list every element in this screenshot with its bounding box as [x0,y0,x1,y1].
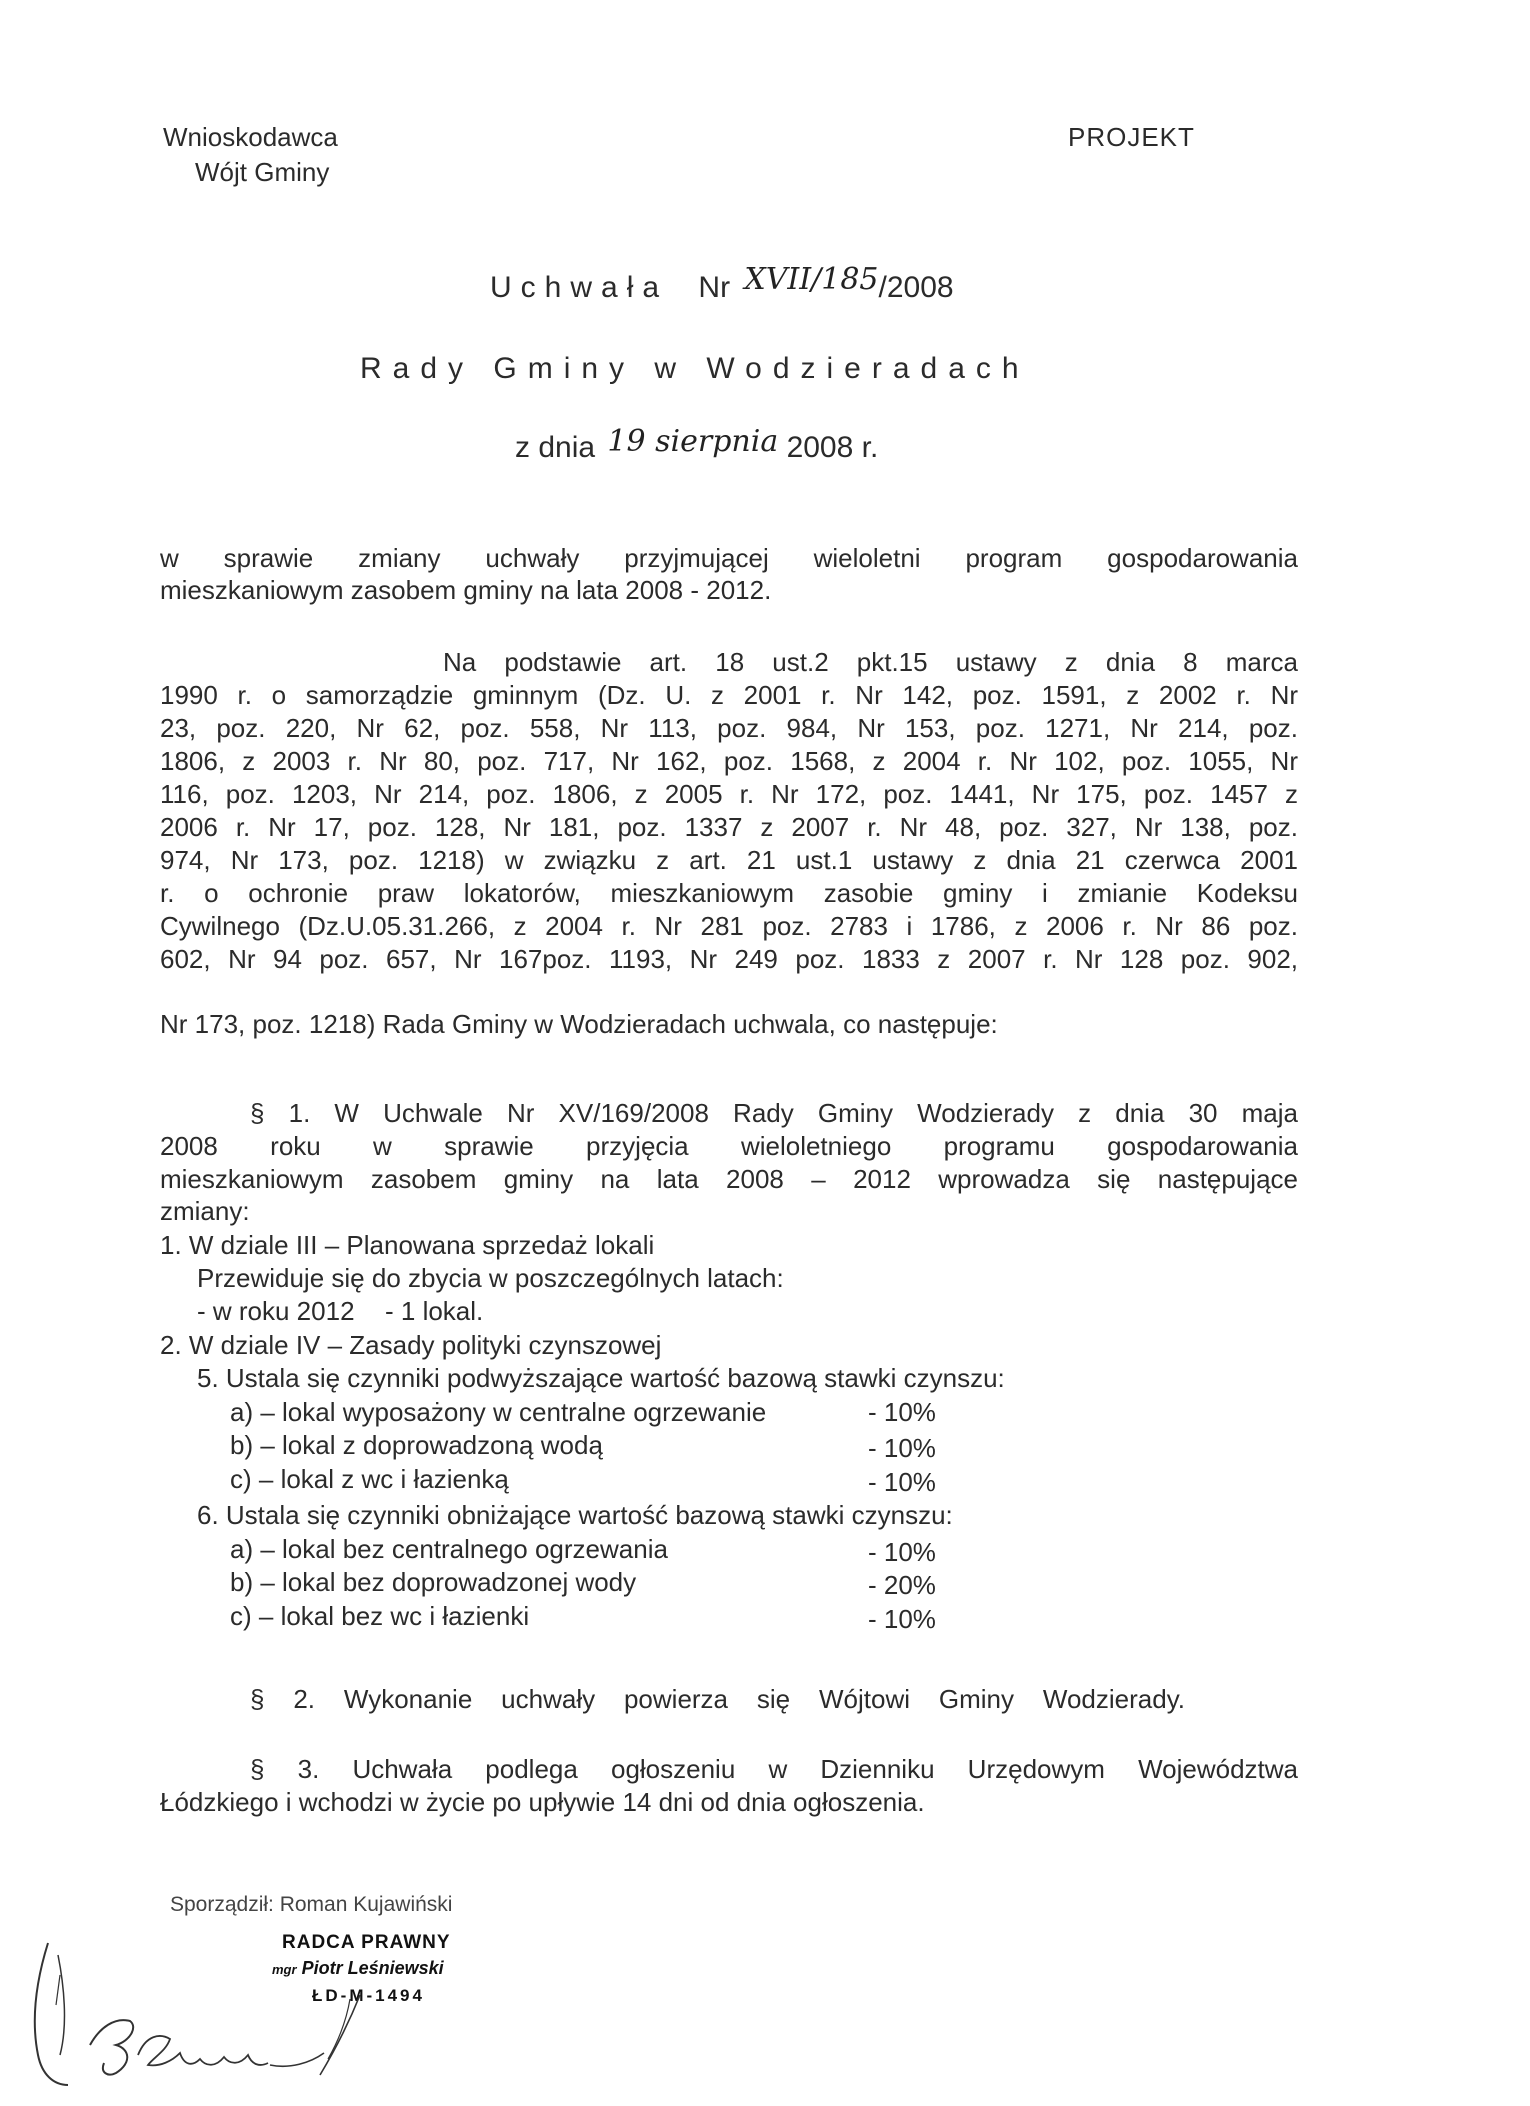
prepared-by: Sporządził: Roman Kujawiński [170,1893,453,1916]
resolution-number-handwritten: XVII/185 [744,262,879,297]
applicant-label: Wnioskodawca [163,122,338,152]
par1-line: zmiany: [160,1196,250,1226]
resolution-nr-prefix: Nr [698,271,731,304]
raising-factor-label: c) – lokal z wc i łazienką [230,1464,509,1494]
applicant-name: Wójt Gminy [195,157,330,187]
lowering-factor-label: a) – lokal bez centralnego ogrzewania [230,1534,668,1564]
par3 [250,1753,1298,1786]
lowering-factor-value: - 10% [868,1537,936,1567]
par1-first [250,1097,1298,1130]
stamp-name: Piotr Leśniewski [301,1958,444,1978]
legal-basis-line: r. o ochronie praw lokatorów, mieszkaniowym zasobie gminy i zmianie Kodeksu [160,878,1298,908]
point-6: 6. Ustala się czynniki obniżające wartość bazową stawki czynszu: [197,1500,953,1530]
legal-basis [160,679,1298,976]
par1-line: 2008 roku w sprawie przyjęcia wieloletniego programu gospodarowania [160,1131,1298,1161]
resolution-title-line [490,262,954,305]
resolution-year: /2008 [878,271,954,304]
council-name: Rady Gminy w Wodzieradach [360,352,1030,385]
date-handwritten: 19 sierpnia [607,424,779,459]
par2 [250,1683,1185,1716]
legal-basis-line: 974, Nr 173, poz. 1218) w związku z art. 21 ust.1 ustawy z dnia 21 czerwca 2001 [160,845,1298,875]
change-item-2: 2. W dziale IV – Zasady polityki czynszowej [160,1330,662,1360]
legal-basis-line: 1990 r. o samorządzie gminnym (Dz. U. z 2001 r. Nr 142, poz. 1591, z 2002 r. Nr [160,680,1298,710]
change-item-1-count: - 1 lokal. [385,1296,484,1326]
raising-factor-value: - 10% [868,1433,936,1463]
raising-factor-value: - 10% [868,1397,936,1427]
par3-line: § 3. Uchwała podlega ogłoszeniu w Dzienniku Urzędowym Województwa [250,1754,1298,1784]
change-item-1-year: - w roku 2012 [197,1296,355,1326]
date-prefix: z dnia [515,431,596,464]
legal-basis-line: 602, Nr 94 poz. 657, Nr 167poz. 1193, Nr 249 poz. 1833 z 2007 r. Nr 128 poz. 902, [160,944,1298,974]
par1 [160,1130,1298,1196]
legal-basis-line: 1806, z 2003 r. Nr 80, poz. 717, Nr 162, poz. 1568, z 2004 r. Nr 102, poz. 1055, Nr [160,746,1298,776]
resolution-word: Uchwała [490,271,669,304]
subject-line: w sprawie zmiany uchwały przyjmującej wieloletni program gospodarowania [160,543,1298,573]
raising-factor-label: a) – lokal wyposażony w centralne ogrzewanie [230,1397,767,1427]
legal-basis-last-line: Nr 173, poz. 1218) Rada Gminy w Wodzieradach uchwala, co następuje: [160,1009,998,1039]
raising-factor-value: - 10% [868,1467,936,1497]
par1-line: mieszkaniowym zasobem gminy na lata 2008 – 2012 wprowadza się następujące [160,1164,1298,1194]
stamp-name-prefix: mgr [272,1962,297,1977]
legal-basis-line: Na podstawie art. 18 ust.2 pkt.15 ustawy z dnia 8 marca [443,647,1298,677]
lowering-factor-label: b) – lokal bez doprowadzonej wody [230,1567,637,1597]
par1-line: § 1. W Uchwale Nr XV/169/2008 Rady Gminy Wodzierady z dnia 30 maja [250,1098,1298,1128]
change-item-1-text: Przewiduje się do zbycia w poszczególnych latach: [197,1263,784,1293]
point-5: 5. Ustala się czynniki podwyższające wartość bazową stawki czynszu: [197,1363,1005,1393]
raising-factor-label: b) – lokal z doprowadzoną wodą [230,1430,603,1460]
change-item-1: 1. W dziale III – Planowana sprzedaż lokali [160,1230,655,1260]
stamp-registration: ŁD-M-1494 [312,1986,425,2005]
date-suffix: 2008 r. [786,431,879,464]
legal-basis-line: Cywilnego (Dz.U.05.31.266, z 2004 r. Nr 281 poz. 2783 i 1786, z 2006 r. Nr 86 poz. [160,911,1298,941]
resolution-date-line [515,424,879,465]
par2-line: § 2. Wykonanie uchwały powierza się Wójtowi Gminy Wodzierady. [250,1684,1185,1714]
legal-basis-line: 23, poz. 220, Nr 62, poz. 558, Nr 113, poz. 984, Nr 153, poz. 1271, Nr 214, poz. [160,713,1298,743]
legal-basis-first-line [443,646,1298,679]
lowering-factor-value: - 10% [868,1604,936,1634]
subject-line: mieszkaniowym zasobem gminy na lata 2008 - 2012. [160,575,772,605]
subject [160,542,1298,575]
legal-basis-line: 116, poz. 1203, Nr 214, poz. 1806, z 2005 r. Nr 172, poz. 1441, Nr 175, poz. 1457 z [160,779,1298,809]
draft-mark: PROJEKT [1068,122,1195,152]
signature-scribble [20,1935,420,2105]
stamp-title: RADCA PRAWNY [282,1932,451,1953]
legal-basis-line: 2006 r. Nr 17, poz. 128, Nr 181, poz. 1337 z 2007 r. Nr 48, poz. 327, Nr 138, poz. [160,812,1298,842]
lowering-factor-value: - 20% [868,1570,936,1600]
lowering-factor-label: c) – lokal bez wc i łazienki [230,1601,530,1631]
par3-line: Łódzkiego i wchodzi w życie po upływie 14 dni od dnia ogłoszenia. [160,1787,925,1817]
